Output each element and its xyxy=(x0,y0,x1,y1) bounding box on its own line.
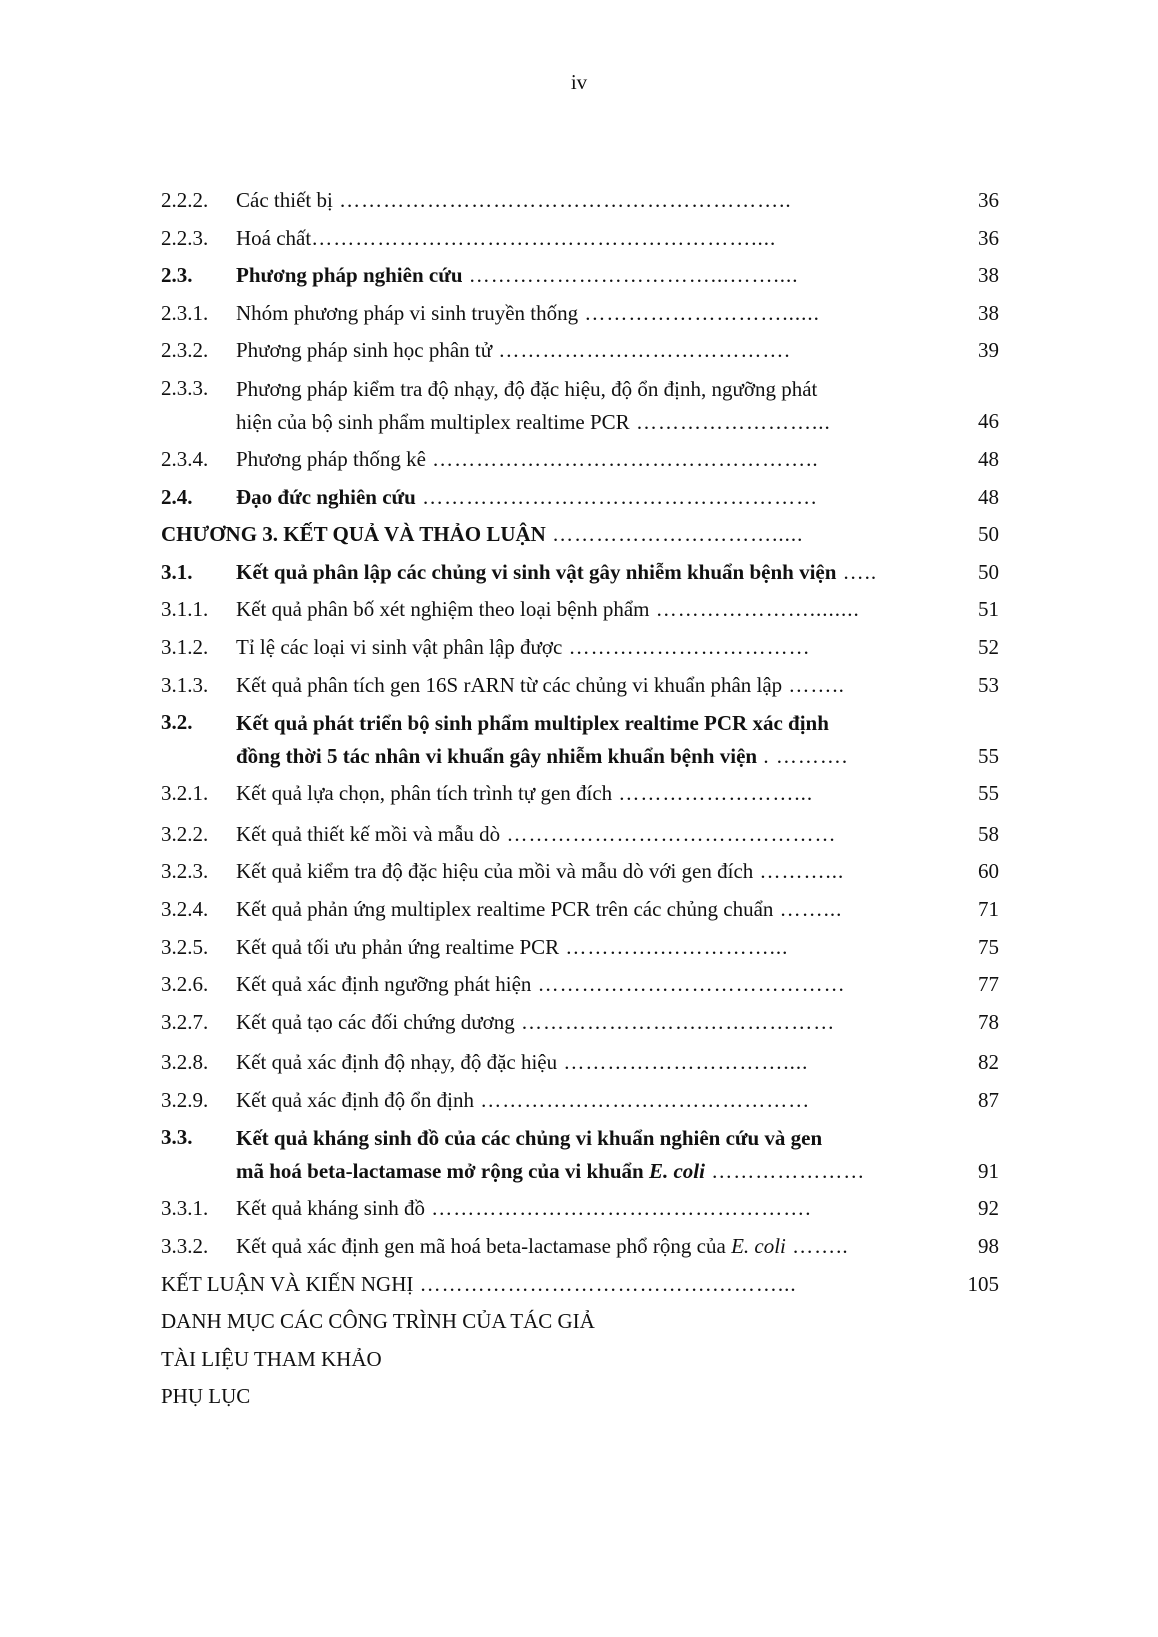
toc-number: 2.3.4. xyxy=(161,446,209,471)
toc-page: 55 xyxy=(978,743,999,768)
leader-dots: ……………………... xyxy=(629,409,831,434)
leader-dots: …….. xyxy=(785,1234,849,1259)
leader-dots: …………………….……………… xyxy=(514,1009,836,1034)
toc-page: 36 xyxy=(978,188,999,212)
leader-dots: ……………………………………………… xyxy=(415,484,819,509)
toc-entry-3-2-9[interactable] xyxy=(161,1082,1021,1120)
toc-number: 2.3.2. xyxy=(161,338,209,363)
toc-entry-3-2-6[interactable] xyxy=(161,966,1021,1004)
toc-title: Kết quả thiết kế mồi và mẫu dò xyxy=(236,821,501,846)
toc-entry-2-4[interactable] xyxy=(161,479,1021,517)
toc-page: 46 xyxy=(978,409,999,434)
toc-title-line-2: mã hoá beta-lactamase mở rộng của vi khuẩn xyxy=(236,1159,649,1184)
toc-page: 71 xyxy=(978,896,999,921)
toc-number: 3.3. xyxy=(161,1125,193,1150)
toc-page: 92 xyxy=(978,1196,999,1221)
leader-dots: ………………………………….………... xyxy=(413,1271,797,1296)
table-of-contents xyxy=(161,182,1021,1416)
toc-entry-3-3[interactable] xyxy=(161,1119,1021,1190)
toc-number: 3.1.3. xyxy=(161,672,209,697)
toc-title-italic: E. coli xyxy=(648,1159,705,1184)
toc-title-line-1: Phương pháp kiểm tra độ nhạy, độ đặc hiệu, độ ổn định, ngưỡng phát xyxy=(236,376,818,401)
leader-dots: ……... xyxy=(773,896,843,921)
toc-title: Kết quả xác định gen mã hoá beta-lactamase phổ rộng của xyxy=(236,1234,732,1259)
toc-number: 3.3.1. xyxy=(161,1196,209,1221)
leader-dots: …………………………………………………….. xyxy=(332,188,792,212)
leader-dots: …………………………………………………….... xyxy=(311,225,777,250)
toc-page: 75 xyxy=(978,934,999,959)
leader-dots: ….. xyxy=(836,559,878,584)
toc-entry-2-3-2[interactable] xyxy=(161,332,1021,370)
toc-number: 3.2.2. xyxy=(161,821,209,846)
toc-entry-3-1-3[interactable] xyxy=(161,667,1021,705)
leader-dots: …………………………………… xyxy=(531,972,846,997)
toc-title: Kết quả phản ứng multiplex realtime PCR trên các chủng chuẩn xyxy=(236,896,774,921)
toc-title: Kết quả xác định ngưỡng phát hiện xyxy=(236,972,532,997)
toc-page: 58 xyxy=(978,821,999,846)
toc-title: PHỤ LỤC xyxy=(161,1384,251,1409)
leader-dots: ……………………………………… xyxy=(500,821,837,846)
toc-entry-3-2-2[interactable] xyxy=(161,816,1021,854)
toc-page: 77 xyxy=(978,972,999,997)
toc-entry-2-3-4[interactable] xyxy=(161,441,1021,479)
toc-title-line-2: hiện của bộ sinh phẩm multiplex realtime PCR xyxy=(236,409,630,434)
toc-entry-2-3-1[interactable] xyxy=(161,295,1021,333)
leader-dots: ………………………….... xyxy=(557,1050,809,1075)
leader-dots: …………………………..... xyxy=(545,522,804,547)
toc-entry-3-3-2[interactable] xyxy=(161,1228,1021,1266)
toc-page: 39 xyxy=(978,338,999,363)
toc-title: Phương pháp thống kê xyxy=(236,446,426,471)
toc-entry-3-2-1[interactable] xyxy=(161,775,1021,813)
toc-entry-publications[interactable] xyxy=(161,1303,1021,1341)
toc-title: Đạo đức nghiên cứu xyxy=(236,484,416,509)
toc-page: 82 xyxy=(978,1050,999,1075)
leader-dots: …………………………………. xyxy=(492,338,791,363)
leader-dots: ………………… xyxy=(704,1159,866,1184)
toc-title: Kết quả lựa chọn, phân tích trình tự gen đích xyxy=(236,781,613,806)
toc-title: Hoá chất xyxy=(236,225,312,250)
toc-title: Kết quả xác định độ nhạy, độ đặc hiệu xyxy=(236,1050,558,1075)
toc-page: 78 xyxy=(978,1009,999,1034)
toc-entry-3-2-5[interactable] xyxy=(161,929,1021,967)
leader-dots: ………….……………... xyxy=(559,934,789,959)
leader-dots: ……………………………...…….... xyxy=(462,263,799,288)
toc-number: 3.2.4. xyxy=(161,896,209,921)
toc-page: 51 xyxy=(978,597,999,622)
toc-number: 3.2.3. xyxy=(161,859,209,884)
leader-dots: …………………………………………….. xyxy=(425,446,819,471)
toc-title: Kết quả xác định độ ổn định xyxy=(236,1087,474,1112)
toc-number: 3.2.7. xyxy=(161,1009,209,1034)
toc-number: 3.1.2. xyxy=(161,634,209,659)
toc-number: 3.2.9. xyxy=(161,1087,209,1112)
toc-title: Kết quả tạo các đối chứng dương xyxy=(236,1009,515,1034)
toc-page: 60 xyxy=(978,859,999,884)
toc-entry-2-3-3[interactable] xyxy=(161,370,1021,441)
toc-entry-appendix[interactable] xyxy=(161,1378,1021,1416)
toc-page: 38 xyxy=(978,300,999,325)
toc-title: Phương pháp nghiên cứu xyxy=(236,263,463,288)
toc-entry-3-1-1[interactable] xyxy=(161,591,1021,629)
leader-dots: …….. xyxy=(782,672,845,697)
toc-page: 38 xyxy=(978,263,999,288)
toc-number: 3.2. xyxy=(161,710,193,735)
toc-title: Kết quả phân tích gen 16S rARN từ các chủng vi khuẩn phân lập xyxy=(236,672,783,697)
toc-title-line-1: Kết quả phát triển bộ sinh phẩm multiplex realtime PCR xác định xyxy=(236,711,829,736)
toc-number: 2.2.2. xyxy=(161,188,209,212)
toc-entry-3-2[interactable] xyxy=(161,704,1021,775)
toc-title: Kết quả tối ưu phản ứng realtime PCR xyxy=(236,934,560,959)
toc-title: Tỉ lệ các loại vi sinh vật phân lập được xyxy=(236,634,563,659)
toc-entry-3-2-8[interactable] xyxy=(161,1044,1021,1082)
toc-title: Phương pháp sinh học phân tử xyxy=(236,338,493,363)
toc-number: 2.3. xyxy=(161,263,193,288)
toc-page: 55 xyxy=(978,781,999,806)
toc-entry-2-2-2[interactable] xyxy=(161,182,1021,220)
toc-number: 2.2.3. xyxy=(161,225,209,250)
toc-title: KẾT LUẬN VÀ KIẾN NGHỊ xyxy=(161,1271,414,1296)
toc-entry-3-1[interactable] xyxy=(161,554,1021,592)
toc-page: 98 xyxy=(978,1234,999,1259)
page-number: iv xyxy=(570,70,588,94)
toc-title: TÀI LIỆU THAM KHẢO xyxy=(161,1346,382,1371)
leader-dots: ……………………………………… xyxy=(473,1087,811,1112)
toc-title: Kết quả phân bố xét nghiệm theo loại bệnh phẩm xyxy=(236,597,650,622)
leader-dots: ………... xyxy=(753,859,845,884)
toc-title-italic: E. coli xyxy=(731,1234,786,1259)
toc-page: 50 xyxy=(978,522,999,547)
leader-dots: ……………………... xyxy=(612,781,814,806)
toc-title: Nhóm phương pháp vi sinh truyền thống xyxy=(236,300,579,325)
toc-page: 105 xyxy=(967,1271,999,1296)
toc-number: 2.4. xyxy=(161,484,193,509)
toc-entry-references[interactable] xyxy=(161,1341,1021,1379)
toc-page: 50 xyxy=(978,559,999,584)
toc-page: 48 xyxy=(978,446,999,471)
toc-title-line-2: đồng thời 5 tác nhân vi khuẩn gây nhiễm khuẩn bệnh viện xyxy=(236,744,758,769)
toc-entry-3-2-4[interactable] xyxy=(161,891,1021,929)
toc-title: Kết quả kháng sinh đồ xyxy=(236,1196,425,1221)
leader-dots: …………………………… xyxy=(562,634,811,659)
toc-title: Kết quả kiểm tra độ đặc hiệu của mồi và mẫu dò với gen đích xyxy=(236,859,754,884)
leader-dots: …………………........ xyxy=(649,597,860,622)
toc-number: 3.2.6. xyxy=(161,972,209,997)
toc-title: CHƯƠNG 3. KẾT QUẢ VÀ THẢO LUẬN xyxy=(161,522,546,547)
toc-number: 3.3.2. xyxy=(161,1234,209,1259)
toc-number: 3.2.1. xyxy=(161,781,209,806)
toc-entry-2-2-3[interactable] xyxy=(161,220,1021,258)
toc-page: 52 xyxy=(978,634,999,659)
toc-page: 36 xyxy=(978,225,999,250)
toc-number: 2.3.1. xyxy=(161,300,209,325)
toc-page: 87 xyxy=(978,1087,999,1112)
toc-entry-3-2-3[interactable] xyxy=(161,853,1021,891)
toc-entry-3-3-1[interactable] xyxy=(161,1190,1021,1228)
toc-page: 91 xyxy=(978,1158,999,1183)
toc-page: 53 xyxy=(978,672,999,697)
toc-entry-3-2-7[interactable] xyxy=(161,1004,1021,1042)
leader-dots: ………………………...... xyxy=(578,300,820,325)
toc-title: Các thiết bị xyxy=(236,188,333,212)
toc-entry-conclusion[interactable] xyxy=(161,1266,1021,1304)
toc-title: DANH MỤC CÁC CÔNG TRÌNH CỦA TÁC GIẢ xyxy=(161,1309,595,1334)
toc-number: 3.2.5. xyxy=(161,934,209,959)
toc-number: 3.2.8. xyxy=(161,1050,209,1075)
toc-title: Kết quả phân lập các chủng vi sinh vật gây nhiễm khuẩn bệnh viện xyxy=(236,559,837,584)
leader-dots: ……………………………………………. xyxy=(424,1196,812,1221)
toc-number: 2.3.3. xyxy=(161,375,209,400)
toc-entry-chapter-3[interactable] xyxy=(161,516,1021,554)
toc-number: 3.1. xyxy=(161,559,193,584)
toc-number: 3.1.1. xyxy=(161,597,209,622)
toc-entry-2-3[interactable] xyxy=(161,257,1021,295)
toc-title-line-1: Kết quả kháng sinh đồ của các chủng vi khuẩn nghiên cứu và gen xyxy=(236,1126,823,1151)
toc-page: 48 xyxy=(978,484,999,509)
leader-dots: . ………. xyxy=(757,744,849,769)
toc-entry-3-1-2[interactable] xyxy=(161,629,1021,667)
